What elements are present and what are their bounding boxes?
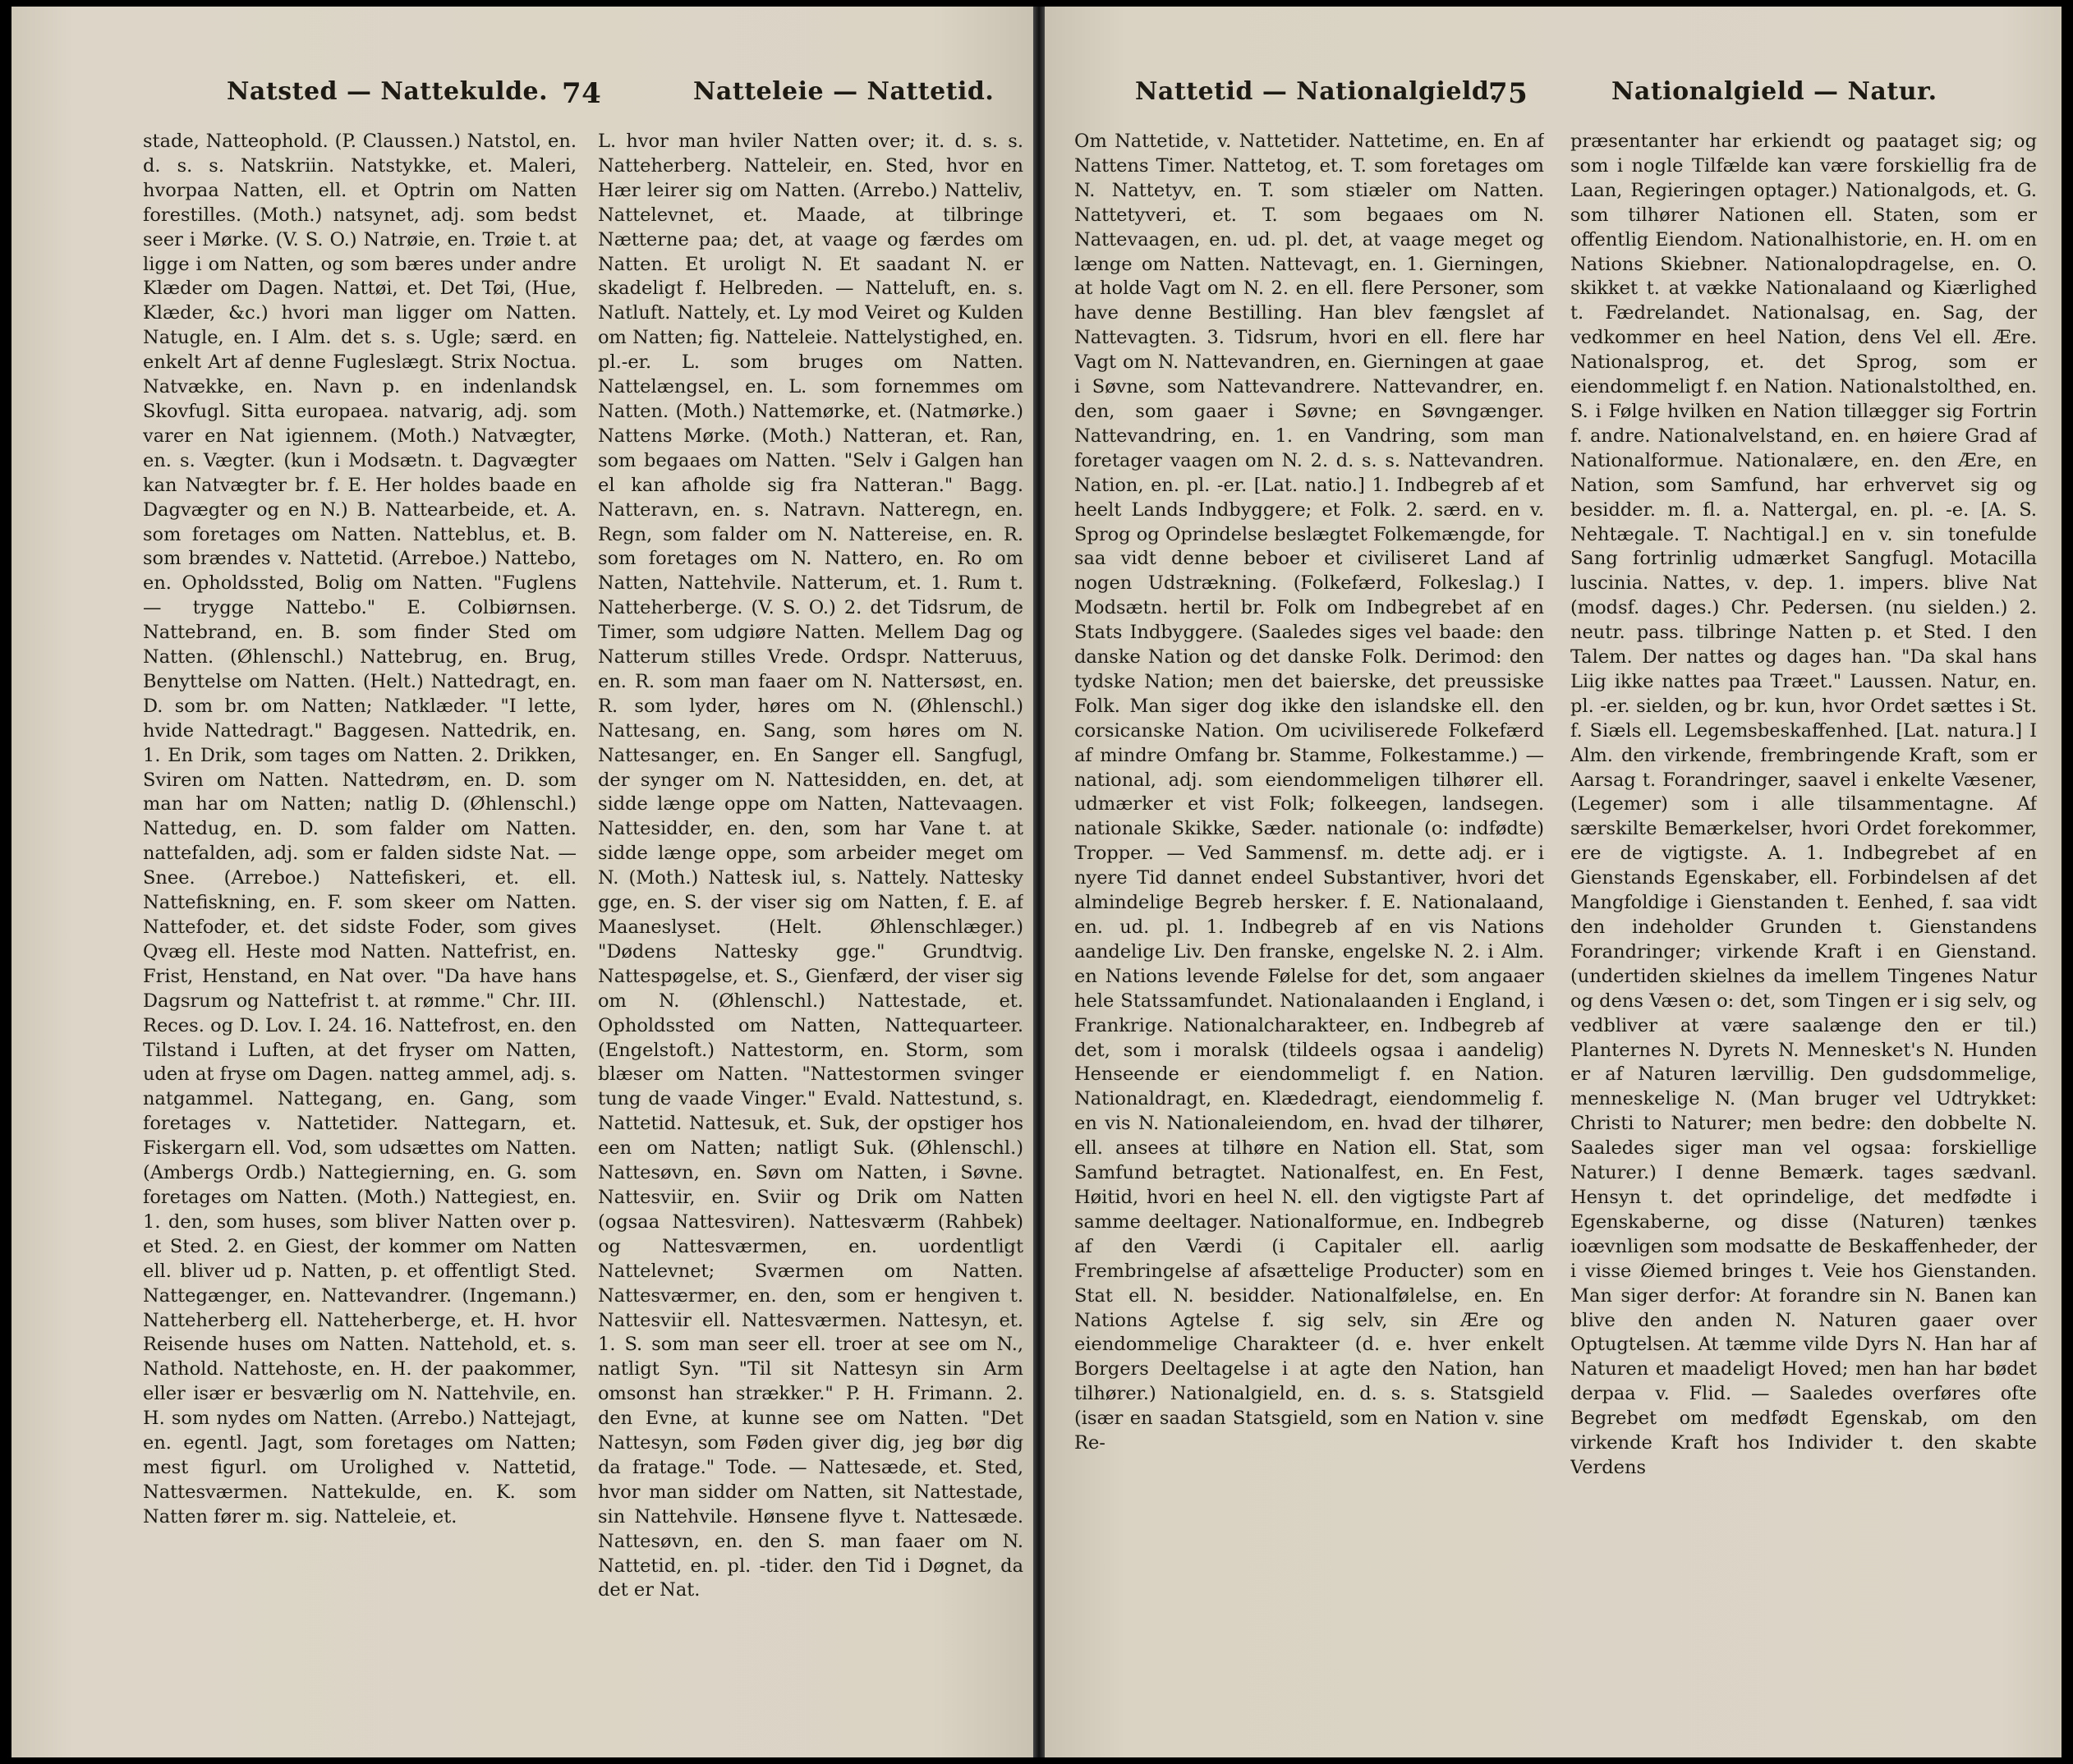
right-page-column-2-text: præsentanter har erkiendt og paataget sig; og som i nogle Tilfælde kan være forskiellig fra de Laan, Regieringen optager.) Nationalgods, et. G. som tilhører Nationen ell. Staten, som er offentlig Eiendom. Nationalhistorie, en. H. om en Nations Skiebner. Nationalopdragelse, en. O. skikket t. at vække Nationalaand og Kiærlighed t. Fædrelandet. Nationalsag, en. Sag, der vedkommer en heel Nation, dens Vel ell. Ære. Nationalsprog, et. det Sprog, som er eiendommeligt f. en Nation. Nationalstolthed, en. S. i Følge hvilken en Nation tillægger sig Fortrin f. andre. Nationalvelstand, en. en høiere Grad af Nationalformue. Nationalære, en. den Ære, en Nation, som Samfund, har erhvervet sig og besidder. m. fl. a. Nattergal, en. pl. -e. [A. S. Nehtægale. T. Nachtigal.] en v. sin tonefulde Sang fortrinlig udmærket Sangfugl. Motacilla luscinia. Nattes, v. dep. 1. impers. blive Nat (modsf. dages.) Chr. Pedersen. (nu sielden.) 2. neutr. pass. tilbringe Natten p. et Sted. I den Talem. Der nattes og dages han. "Da skal hans Liig ikke nattes paa Træet." Laussen. Natur, en. pl. -er. sielden, og br. kun, hvor Ordet sættes i St. f. Siæls ell. Legemsbeskaffenhed. [Lat. natura.] I Alm. den virkende, frembringende Kraft, som er Aarsag t. Forandringer, saavel i enkelte Væsener, (Legemer) som i alle tilsammentagne. Af særskilte Bemærkelser, hvori Ordet forekommer, ere de vigtigste. A. 1. Indbegrebet af en Gienstands Egenskaber, ell. Forbindelsen af det Mangfoldige i Gienstanden t. Eenhed, f. saa vidt den indeholder Grunden t. Gienstandens Forandringer; virkende Kraft i en Gienstand. (undertiden skielnes da imellem Tingenes Natur og dens Væsen o: det, som Tingen er i sig selv, og vedbliver at være saalænge den er til.) Planternes N. Dyrets N. Mennesket's N. Hunden er af Naturen lærvillig. Den gudsdommelige, menneskelige N. (Man bruger vel Udtrykket: Christi to Naturer; men bedre: den dobbelte N. Saaledes siger man vel ogsaa: forskiellige Naturer.) I denne Bemærk. tages sædvanl. Hensyn t. det oprindelige, det medfødte i Egenskaberne, og disse (Naturen) tænkes ioævnligen som modsatte de Beskaffenheder, der i visse Øiemed bringes t. Veie hos Gienstanden. Man siger derfor: At forandre sin N. Banen kan blive den anden N. Naturen gaaer over Optugtelsen. At tæmme vilde Dyrs N. Han har af Naturen et maadeligt Hoved; men han har bødet derpaa v. Flid. — Saaledes overføres ofte Begrebet om medfødt Egenskab, om den virkende Kraft hos Individer t. den skabte Verdens (1570, 131, 2037, 1478)
left-page-guide-word-start: Natsted — Nattekulde. (227, 77, 549, 106)
left-page-header (11, 77, 1035, 117)
right-page-guide-word-end: Nationalgield — Natur. (1611, 77, 1937, 106)
right-page-header (1045, 77, 2062, 117)
left-page-number: 74 (562, 77, 602, 110)
left-page-column-2 (598, 130, 1023, 1708)
left-page (11, 7, 1035, 1757)
right-page-guide-word-start: Nattetid — Nationalgield. (1135, 77, 1499, 106)
right-page (1045, 7, 2062, 1757)
right-page-number: 75 (1488, 77, 1528, 110)
right-page-column-2 (1570, 130, 2037, 1708)
book-gutter (1033, 7, 1045, 1757)
left-page-column-1 (143, 130, 577, 1708)
left-page-column-1-text: stade, Natteophold. (P. Claussen.) Natstol, en. d. s. s. Natskriin. Natstykke, et. Maleri, hvorpaa Natten, ell. et Optrin om Natten forestilles. (Moth.) natsynet, adj. som bedst seer i Mørke. (V. S. O.) Natrøie, en. Trøie t. at ligge i om Natten, og som bæres under andre Klæder om Dagen. Nattøi, et. Det Tøi, (Hue, Klæder, &c.) hvori man ligger om Natten. Natugle, en. I Alm. det s. s. Ugle; særd. en enkelt Art af denne Fugleslægt. Strix Noctua. Natvække, en. Navn p. en indenlandsk Skovfugl. Sitta europaea. natvarig, adj. som varer en Nat igiennem. (Moth.) Natvægter, en. s. Vægter. (kun i Modsætn. t. Dagvægter kan Natvægter br. f. E. Her holdes baade en Dagvægter og en N.) B. Nattearbeide, et. A. som foretages om Natten. Natteblus, et. B. som brændes v. Nattetid. (Arreboe.) Nattebo, en. Opholdssted, Bolig om Natten. "Fuglens — trygge Nattebo." E. Colbiørnsen. Nattebrand, en. B. som finder Sted om Natten. (Øhlenschl.) Nattebrug, en. Brug, Benyttelse om Natten. (Helt.) Nattedragt, en. D. som br. om Natten; Natklæder. "I lette, hvide Nattedragt." Baggesen. Nattedrik, en. 1. En Drik, som tages om Natten. 2. Drikken, Sviren om Natten. Nattedrøm, en. D. som man har om Natten; natlig D. (Øhlenschl.) Nattedug, en. D. som falder om Natten. nattefalden, adj. som er falden sidste Nat. — Snee. (Arreboe.) Nattefiskeri, et. ell. Nattefiskning, en. F. som skeer om Natten. Nattefoder, et. det sidste Foder, som gives Qvæg ell. Heste mod Natten. Nattefrist, en. Frist, Henstand, en Nat over. "Da have hans Dagsrum og Nattefrist t. at rømme." Chr. III. Reces. og D. Lov. I. 24. 16. Nattefrost, en. den Tilstand i Luften, at det fryser om Natten, uden at fryse om Dagen. natteg ammel, adj. s. natgammel. Nattegang, en. Gang, som foretages v. Nattetider. Nattegarn, et. Fiskergarn ell. Vod, som udsættes om Natten. (Ambergs Ordb.) Nattegierning, en. G. som foretages om Natten. (Moth.) Nattegiest, en. 1. den, som huses, som bliver Natten over p. et Sted. 2. en Giest, der kommer om Natten ell. bliver ud p. Natten, p. et offentligt Sted. Nattegænger, en. Nattevandrer. (Ingemann.) Natteherberg ell. Natteherberge, et. H. hvor Reisende huses om Natten. Nattehold, et. s. Nathold. Nattehoste, en. H. der paakommer, eller især er besværlig om N. Nattehvile, en. H. som nydes om Natten. (Arrebo.) Nattejagt, en. egentl. Jagt, som foretages om Natten; mest figurl. om Urolighed v. Nattetid, Nattesværmen. Nattekulde, en. K. som Natten fører m. sig. Natteleie, et. (143, 131, 577, 1527)
left-page-column-2-text: L. hvor man hviler Natten over; it. d. s. s. Natteherberg. Natteleir, en. Sted, hvor en Hær leirer sig om Natten. (Arrebo.) Natteliv, Nattelevnet, et. Maade, at tilbringe Nætterne paa; det, at vaage og færdes om Natten. Et uroligt N. Et saadant N. er skadeligt f. Helbreden. — Natteluft, en. s. Natluft. Nattely, et. Ly mod Veiret og Kulden om Natten; fig. Natteleie. Nattelystighed, en. pl.-er. L. som bruges om Natten. Nattelængsel, en. L. som fornemmes om Natten. (Moth.) Nattemørke, et. (Natmørke.) Nattens Mørke. (Moth.) Natteran, et. Ran, som begaaes om Natten. "Selv i Galgen han el kan afholde sig fra Natteran." Bagg. Natteravn, en. s. Natravn. Natteregn, en. Regn, som falder om N. Nattereise, en. R. som foretages om N. Nattero, en. Ro om Natten, Nattehvile. Natterum, et. 1. Rum t. Natteherberge. (V. S. O.) 2. det Tidsrum, de Timer, som udgiøre Natten. Mellem Dag og Natterum stilles Vrede. Ordspr. Natteruus, en. R. som man faaer om N. Nattersøst, en. R. som lyder, høres om N. (Øhlenschl.) Nattesang, en. Sang, som høres om N. Nattesanger, en. En Sanger ell. Sangfugl, der synger om N. Nattesidden, en. det, at sidde længe oppe om Natten, Nattevaagen. Nattesidder, en. den, som har Vane t. at sidde længe oppe, som arbeider meget om N. (Moth.) Nattesk iul, s. Nattely. Nattesky gge, en. S. der viser sig om Natten, f. E. af Maaneslyset. (Helt. Øhlenschlæger.) "Dødens Nattesky gge." Grundtvig. Nattespøgelse, et. S., Gienfærd, der viser sig om N. (Øhlenschl.) Nattestade, et. Opholdssted om Natten, Nattequarteer. (Engelstoft.) Nattestorm, en. Storm, som blæser om Natten. "Nattestormen svinger tung de vaade Vinger." Evald. Nattestund, s. Nattetid. Nattesuk, et. Suk, der opstiger hos een om Natten; natligt Suk. (Øhlenschl.) Nattesøvn, en. Søvn om Natten, i Søvne. Nattesviir, en. Sviir og Drik om Natten (ogsaa Nattesviren). Nattesværm (Rahbek) og Nattesværmen, en. uordentligt Nattelevnet; Sværmen om Natten. Nattesværmer, en. den, som er hengiven t. Nattesviir ell. Nattesværmen. Nattesyn, et. 1. S. som man seer ell. troer at see om N., natligt Syn. "Til sit Nattesyn sin Arm omsonst han strækker." P. H. Frimann. 2. den Evne, at kunne see om Natten. "Det Nattesyn, som Føden giver dig, jeg bør dig da fratage." Tode. — Nattesæde, et. Sted, hvor man sidder om Natten, sit Nattestade, sin Nattehvile. Hønsene flyve t. Nattesæde. Nattesøvn, en. den S. man faaer om N. Nattetid, en. pl. -tider. den Tid i Døgnet, da det er Nat. (598, 131, 1023, 1601)
left-page-guide-word-end: Natteleie — Nattetid. (693, 77, 995, 106)
right-page-column-1 (1074, 130, 1544, 1708)
right-page-column-1-text: Om Nattetide, v. Nattetider. Nattetime, en. En af Nattens Timer. Nattetog, et. T. som foretages om N. Nattetyv, en. T. som stiæler om Natten. Nattetyveri, et. T. som begaaes om N. Nattevaagen, en. ud. pl. det, at vaage meget og længe om Natten. Nattevagt, en. 1. Gierningen, at holde Vagt om N. 2. en ell. flere Personer, som have denne Bestilling. Han blev fængslet af Nattevagten. 3. Tidsrum, hvori en ell. flere har Vagt om N. Nattevandren, en. Gierningen at gaae i Søvne, som Nattevandrere. Nattevandrer, en. den, som gaaer i Søvne; en Søvngænger. Nattevandring, en. 1. en Vandring, som man foretager vaagen om N. 2. d. s. s. Nattevandren. Nation, en. pl. -er. [Lat. natio.] 1. Indbegreb af et heelt Lands Indbyggere; et Folk. 2. særd. en v. Sprog og Oprindelse beslægtet Folkemængde, for saa vidt denne beboer et civiliseret Land af nogen Udstrækning. (Folkefærd, Folkeslag.) I Modsætn. hertil br. Folk om Indbegrebet af en Stats Indbyggere. (Saaledes siges vel baade: den danske Nation og det danske Folk. Derimod: den tydske Nation; men det baierske, det preussiske Folk. Man siger dog ikke den islandske ell. den corsicanske Nation. Om uciviliserede Folkefærd af mindre Omfang br. Stamme, Folkestamme.) — national, adj. som eiendommeligen tilhører ell. udmærker et vist Folk; folkeegen, landsegen. nationale Skikke, Sæder. nationale (o: indfødte) Tropper. — Ved Sammensf. m. dette adj. er i nyere Tid dannet endeel Substantiver, hvori det almindelige Begreb hersker. f. E. Nationalaand, en. ud. pl. 1. Indbegreb af en vis Nations aandelige Liv. Den franske, engelske N. 2. i Alm. en Nations levende Følelse for det, som angaaer hele Statssamfundet. Nationalaanden i England, i Frankrige. Nationalcharakteer, en. Indbegreb af det, som i moralsk (tildeels ogsaa i aandelig) Henseende er eiendommeligt f. en Nation. Nationaldragt, en. Klædedragt, eiendommelig f. en vis N. Nationaleiendom, en. hvad der tilhører, ell. ansees at tilhøre en Nation ell. Stat, som Samfund betragtet. Nationalfest, en. En Fest, Høitid, hvori en heel N. ell. den vigtigste Part af samme deeltager. Nationalformue, en. Indbegreb af den Værdi (i Capitaler ell. aarlig Frembringelse af afsættelige Producter) som en Stat ell. N. besidder. Nationalfølelse, en. En Nations Agtelse f. sig selv, sin Ære og eiendommelige Charakteer (d. e. hver enkelt Borgers Deeltagelse i at agte den Nation, han tilhører.) Nationalgield, en. d. s. s. Statsgield (især en saadan Statsgield, som en Nation v. sine Re- (1074, 131, 1544, 1454)
